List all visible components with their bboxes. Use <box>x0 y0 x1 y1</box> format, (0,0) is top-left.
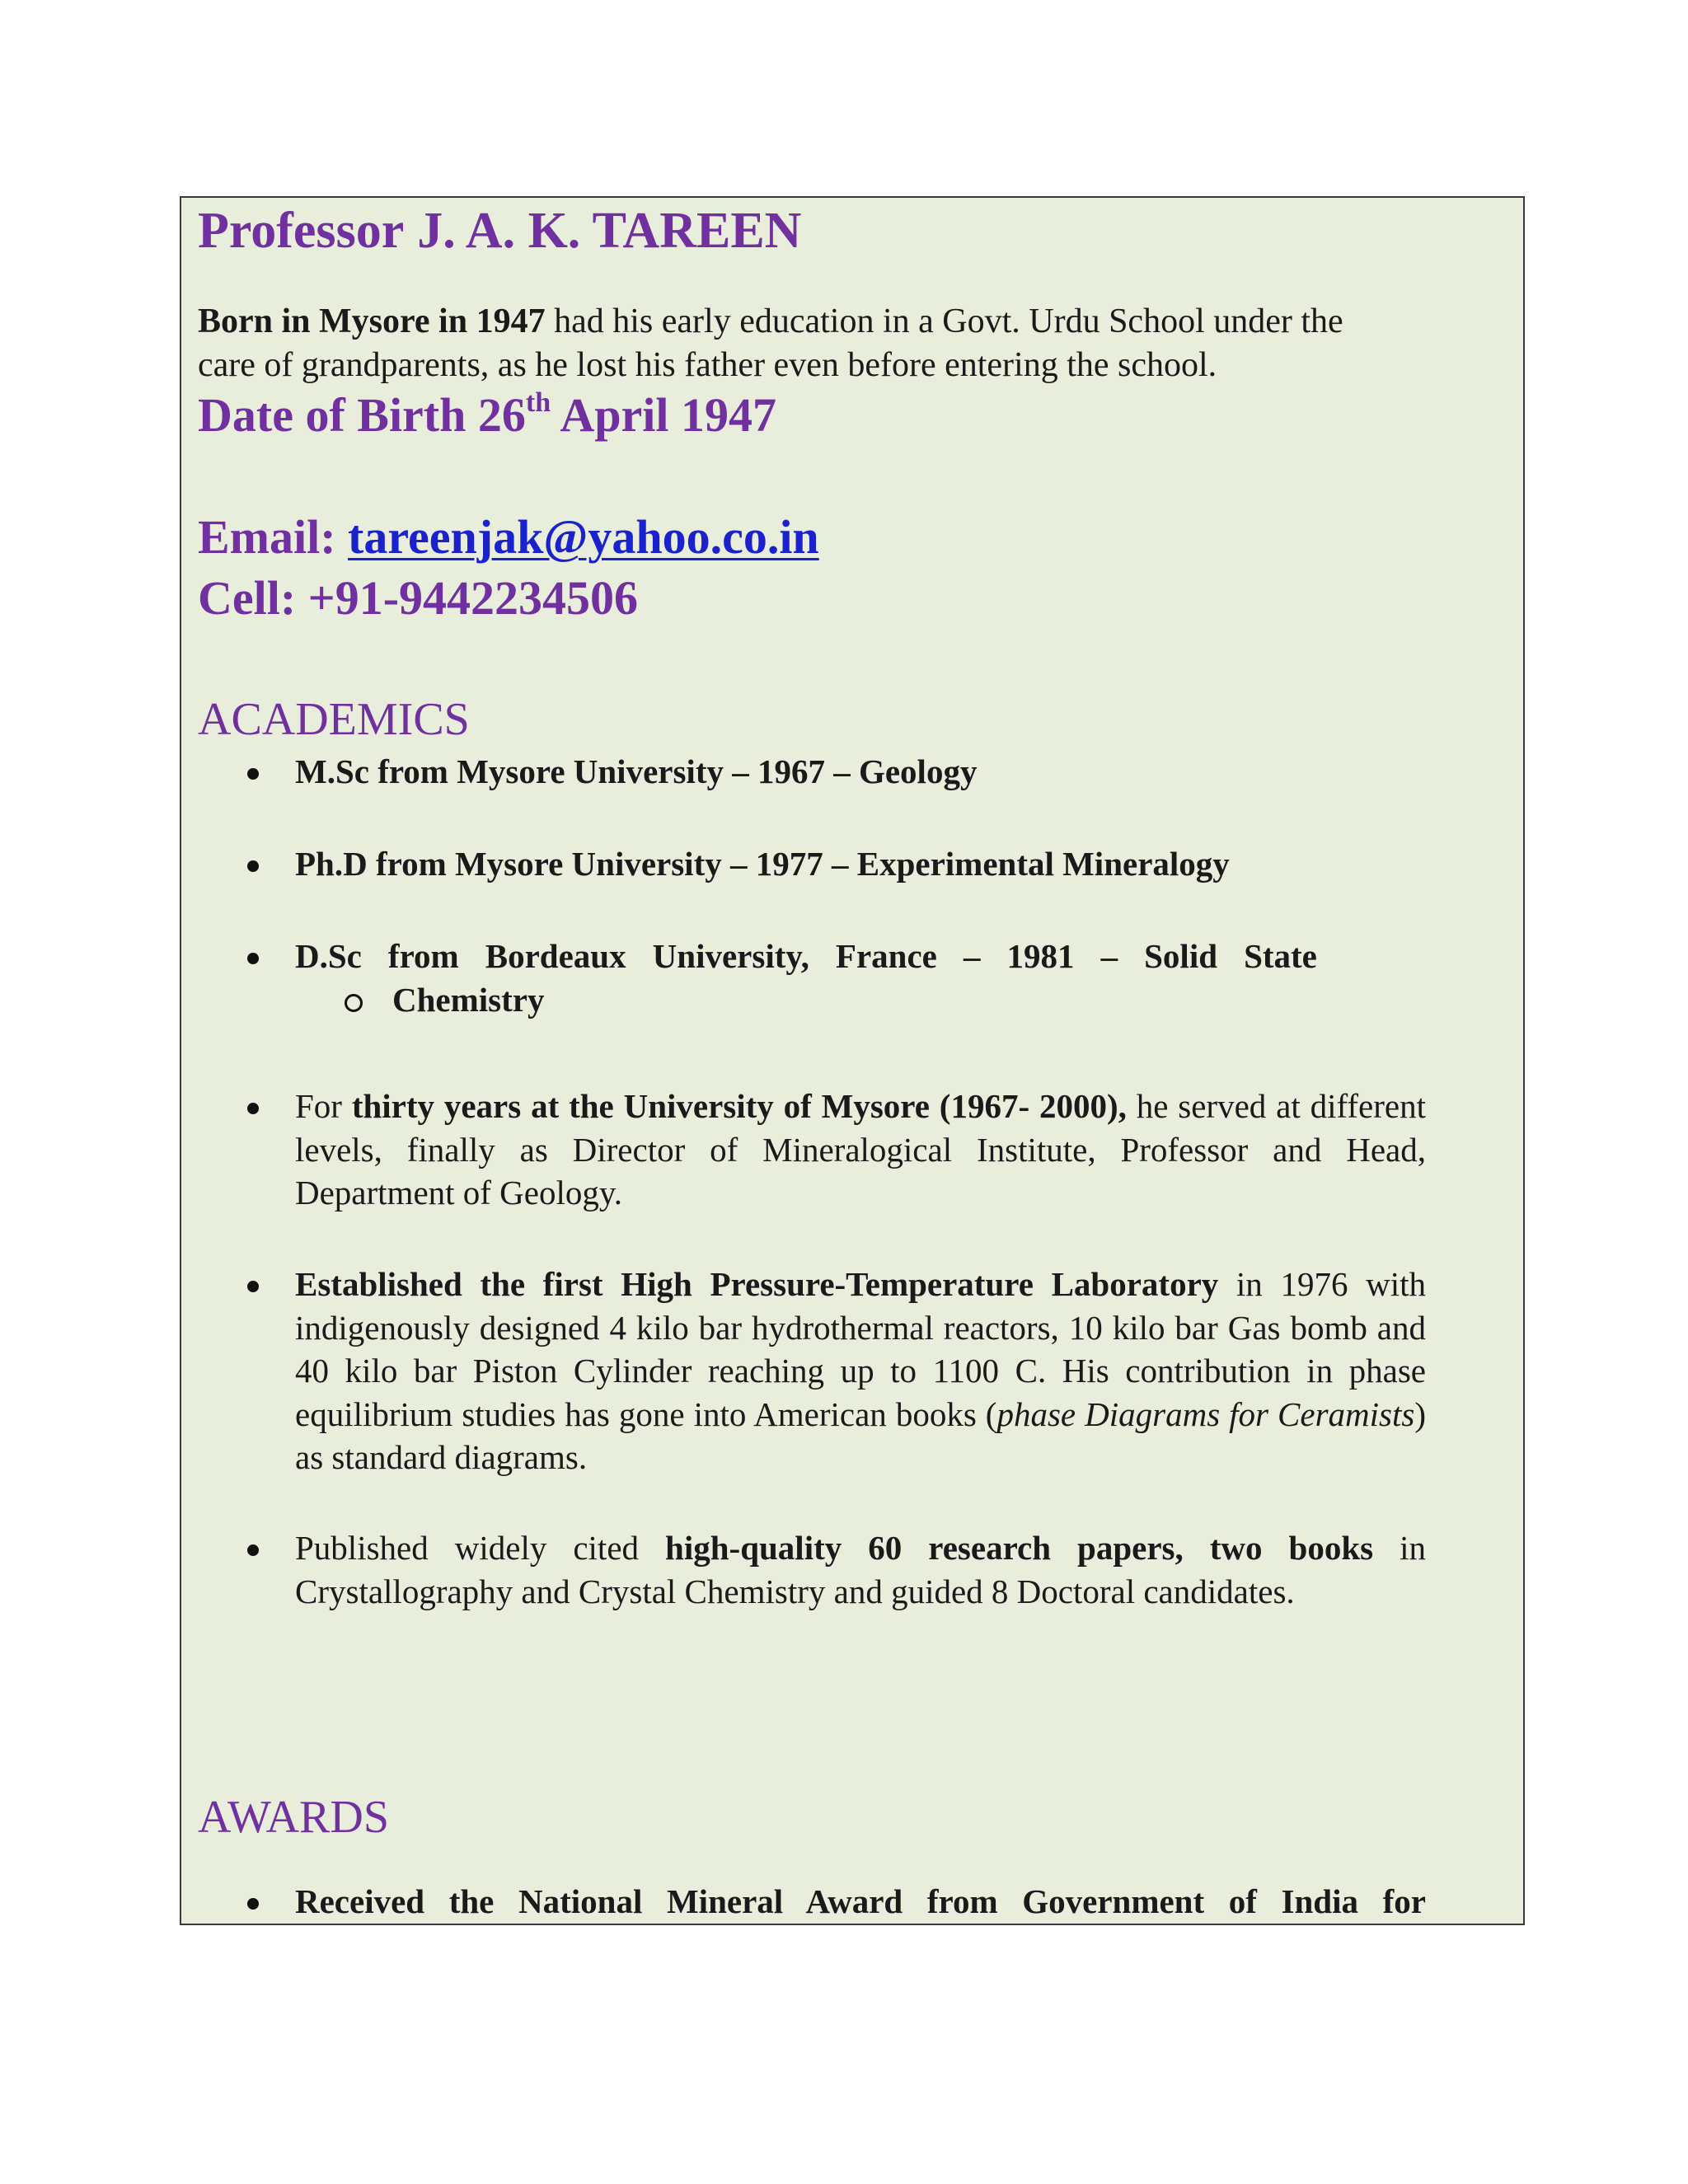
email-line <box>198 508 819 567</box>
resume-panel <box>180 196 1525 1925</box>
dsc-word: Bordeaux <box>485 937 626 975</box>
intro-paragraph <box>198 300 1451 387</box>
mysore-p1: For <box>295 1087 352 1125</box>
list-item-dsc <box>295 935 1317 978</box>
dsc-word: – <box>1100 937 1118 975</box>
dsc-word: State <box>1244 937 1317 975</box>
bullet-icon <box>247 1544 259 1556</box>
bullet-icon <box>247 953 259 964</box>
list-subitem-chemistry <box>392 978 1525 1022</box>
intro-line2: care of grandparents, as he lost his father even before entering the school. <box>198 346 1217 384</box>
pub-p1: Published widely cited <box>295 1529 666 1567</box>
title-name: J. A. K. TAREEN <box>417 203 802 259</box>
page-title <box>198 198 801 264</box>
lab-p1: in 1976 with indigenously designed 4 kilo bar hydrothermal reactors, 10 kilo bar Gas bomb and 40 kilo bar Piston Cylinder reaching up to 1100 C. His contribution in phase equilibrium studies has gone into American books ( <box>295 1265 1426 1433</box>
dsc-sub-text: Chemistry <box>392 981 545 1019</box>
dsc-line <box>295 935 1317 978</box>
bullet-icon <box>247 860 259 872</box>
phd-text: Ph.D from Mysore University – 1977 – Experimental Mineralogy <box>295 845 1230 883</box>
dsc-word: Solid <box>1144 937 1218 975</box>
awards-heading: AWARDS <box>198 1792 389 1843</box>
list-item-msc <box>295 750 1525 794</box>
list-item-mysore <box>295 1085 1426 1215</box>
list-item-phd <box>295 842 1525 886</box>
bullet-icon <box>247 1281 259 1292</box>
dsc-word: University, <box>652 937 809 975</box>
pub-p2: in Crystallography and Crystal Chemistry and guided 8 Doctoral candidates. <box>295 1529 1426 1610</box>
email-link[interactable]: tareenjak@yahoo.co.in <box>348 510 819 564</box>
title-prefix: Professor <box>198 203 405 259</box>
dob-suffix: th <box>525 387 551 418</box>
dob-rest: April 1947 <box>551 388 777 442</box>
lab-bold: Established the first High Pressure-Temperature Laboratory <box>295 1265 1219 1303</box>
list-item-lab <box>295 1263 1426 1479</box>
intro-bold-lead: Born in Mysore in 1947 <box>198 302 546 340</box>
lab-p2: ) as standard diagrams. <box>295 1394 1426 1476</box>
intro-rest-line1: had his early education in a Govt. Urdu School under the <box>545 302 1343 340</box>
list-item-award <box>295 1880 1426 1924</box>
lab-italic: phase Diagrams for Ceramists <box>996 1394 1415 1433</box>
bullet-icon <box>247 1103 259 1114</box>
mysore-p2: he served at different levels, finally as Director of Mineralogical Institute, Professor and Head, Department of Geology. <box>295 1087 1426 1212</box>
cell-line: Cell: +91-9442234506 <box>198 571 639 625</box>
award-text: Received the National Mineral Award from Government of India for <box>295 1882 1426 1920</box>
dsc-word: D.Sc <box>295 937 362 975</box>
pub-bold: high-quality 60 research papers, two books <box>665 1529 1374 1567</box>
dsc-word: France <box>835 937 937 975</box>
date-of-birth <box>198 383 776 448</box>
sub-bullet-circle-icon <box>345 994 363 1012</box>
dsc-word: – <box>963 937 981 975</box>
dsc-word: from <box>387 937 459 975</box>
mysore-bold: thirty years at the University of Mysore (1967- 2000), <box>351 1087 1127 1125</box>
dob-label: Date of Birth 26 <box>198 388 526 442</box>
email-label: Email: <box>198 510 349 564</box>
academics-heading: ACADEMICS <box>198 694 470 745</box>
bullet-icon <box>247 1898 259 1910</box>
bullet-icon <box>247 768 259 780</box>
dsc-word: 1981 <box>1006 937 1075 975</box>
list-item-publications <box>295 1526 1426 1613</box>
msc-text: M.Sc from Mysore University – 1967 – Geology <box>295 752 978 790</box>
